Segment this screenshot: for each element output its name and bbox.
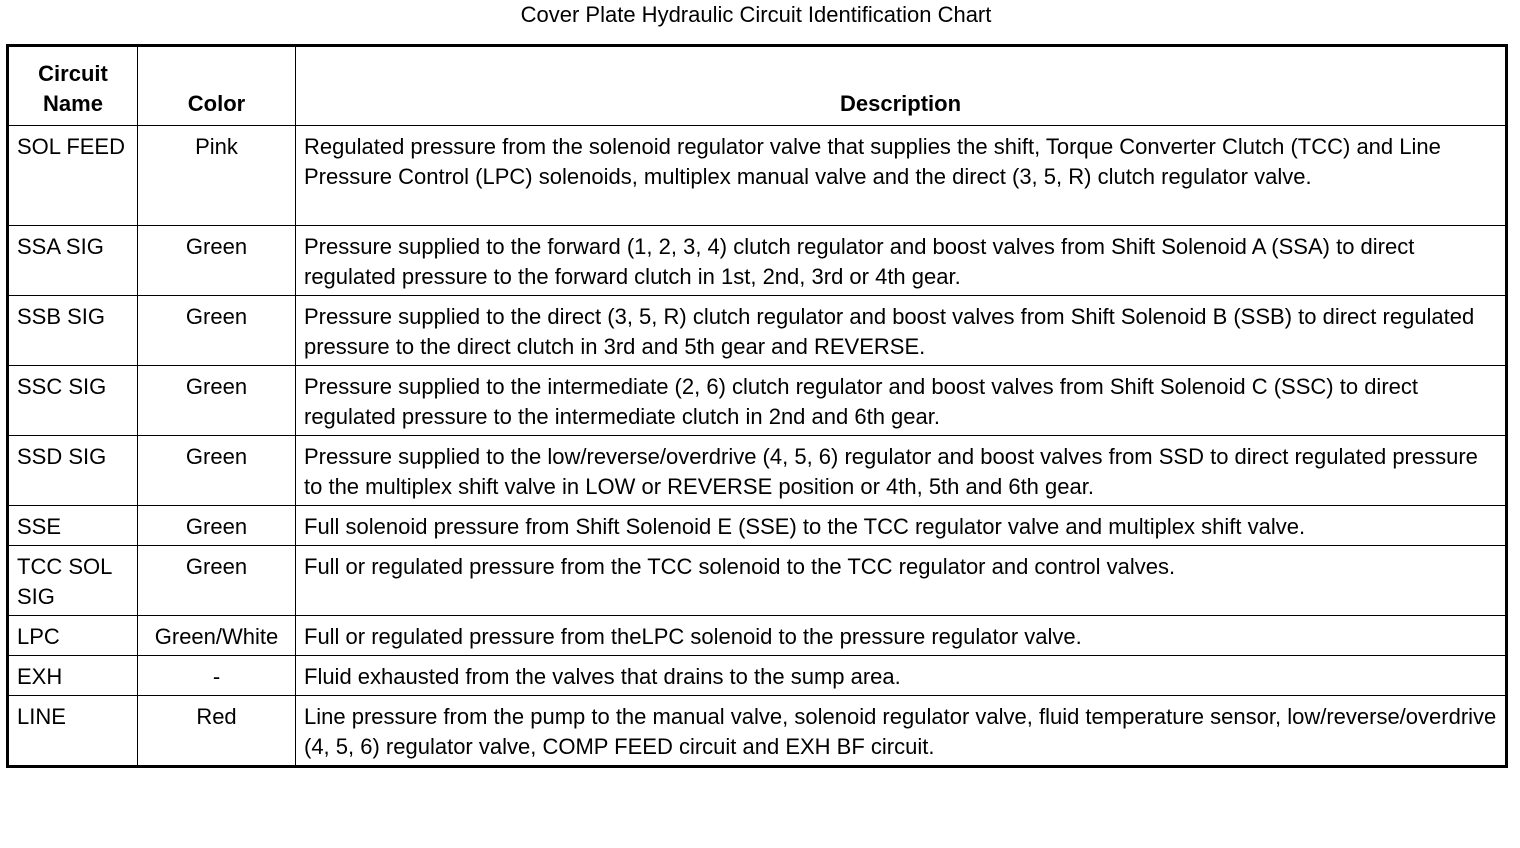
header-description: Description [296, 46, 1507, 126]
circuit-name-cell: SSB SIG [8, 296, 138, 366]
color-cell: Green [138, 546, 296, 616]
description-cell: Pressure supplied to the low/reverse/overdrive (4, 5, 6) regulator and boost valves from SSD to direct regulated pressure to the multiplex shift valve in LOW or REVERSE position or 4th, 5th and 6th gear. [296, 436, 1507, 506]
chart-title: Cover Plate Hydraulic Circuit Identification Chart [520, 2, 992, 27]
header-color: Color [138, 46, 296, 126]
header-circuit-name [8, 46, 138, 126]
description-cell: Regulated pressure from the solenoid regulator valve that supplies the shift, Torque Converter Clutch (TCC) and Line Pressure Control (LPC) solenoids, multiplex manual valve and the direct (3, 5, R) clutch regulator valve. [296, 126, 1507, 226]
header-circuit-name-line2: Name [43, 91, 103, 116]
description-cell: Full solenoid pressure from Shift Solenoid E (SSE) to the TCC regulator valve and multiplex shift valve. [296, 506, 1507, 546]
table-row [8, 126, 1507, 226]
color-cell: Pink [138, 126, 296, 226]
circuit-name-cell: SOL FEED [8, 126, 138, 226]
circuit-identification-table [6, 44, 1508, 768]
description-cell: Line pressure from the pump to the manual valve, solenoid regulator valve, fluid temperature sensor, low/reverse/overdrive (4, 5, 6) regulator valve, COMP FEED circuit and EXH BF circuit. [296, 696, 1507, 767]
color-cell: Green [138, 436, 296, 506]
description-cell: Pressure supplied to the direct (3, 5, R) clutch regulator and boost valves from Shift Solenoid B (SSB) to direct regulated pressure to the direct clutch in 3rd and 5th gear and REVERSE. [296, 296, 1507, 366]
description-cell: Fluid exhausted from the valves that drains to the sump area. [296, 656, 1507, 696]
color-cell: Green [138, 226, 296, 296]
color-cell: Red [138, 696, 296, 767]
circuit-name-cell: TCC SOL SIG [8, 546, 138, 616]
circuit-name-cell: SSE [8, 506, 138, 546]
table-row [8, 226, 1507, 296]
description-cell: Full or regulated pressure from theLPC solenoid to the pressure regulator valve. [296, 616, 1507, 656]
circuit-name-cell: SSA SIG [8, 226, 138, 296]
table-row [8, 506, 1507, 546]
circuit-name-cell: LINE [8, 696, 138, 767]
color-cell: Green [138, 366, 296, 436]
table-header-row [8, 46, 1507, 126]
table-row [8, 296, 1507, 366]
color-cell: Green [138, 506, 296, 546]
header-circuit-name-line1: Circuit [38, 61, 108, 86]
description-cell: Pressure supplied to the forward (1, 2, 3, 4) clutch regulator and boost valves from Shift Solenoid A (SSA) to direct regulated pressure to the forward clutch in 1st, 2nd, 3rd or 4th gear. [296, 226, 1507, 296]
table-row [8, 616, 1507, 656]
table-row [8, 546, 1507, 616]
color-cell: Green [138, 296, 296, 366]
table-row [8, 656, 1507, 696]
table-row [8, 696, 1507, 767]
color-cell: - [138, 656, 296, 696]
table-row [8, 436, 1507, 506]
color-cell: Green/White [138, 616, 296, 656]
circuit-name-cell: SSD SIG [8, 436, 138, 506]
circuit-name-cell: EXH [8, 656, 138, 696]
circuit-name-cell: SSC SIG [8, 366, 138, 436]
table-row [8, 366, 1507, 436]
circuit-name-cell: LPC [8, 616, 138, 656]
description-cell: Pressure supplied to the intermediate (2, 6) clutch regulator and boost valves from Shift Solenoid C (SSC) to direct regulated pressure to the intermediate clutch in 2nd and 6th gear. [296, 366, 1507, 436]
description-cell: Full or regulated pressure from the TCC solenoid to the TCC regulator and control valves. [296, 546, 1507, 616]
